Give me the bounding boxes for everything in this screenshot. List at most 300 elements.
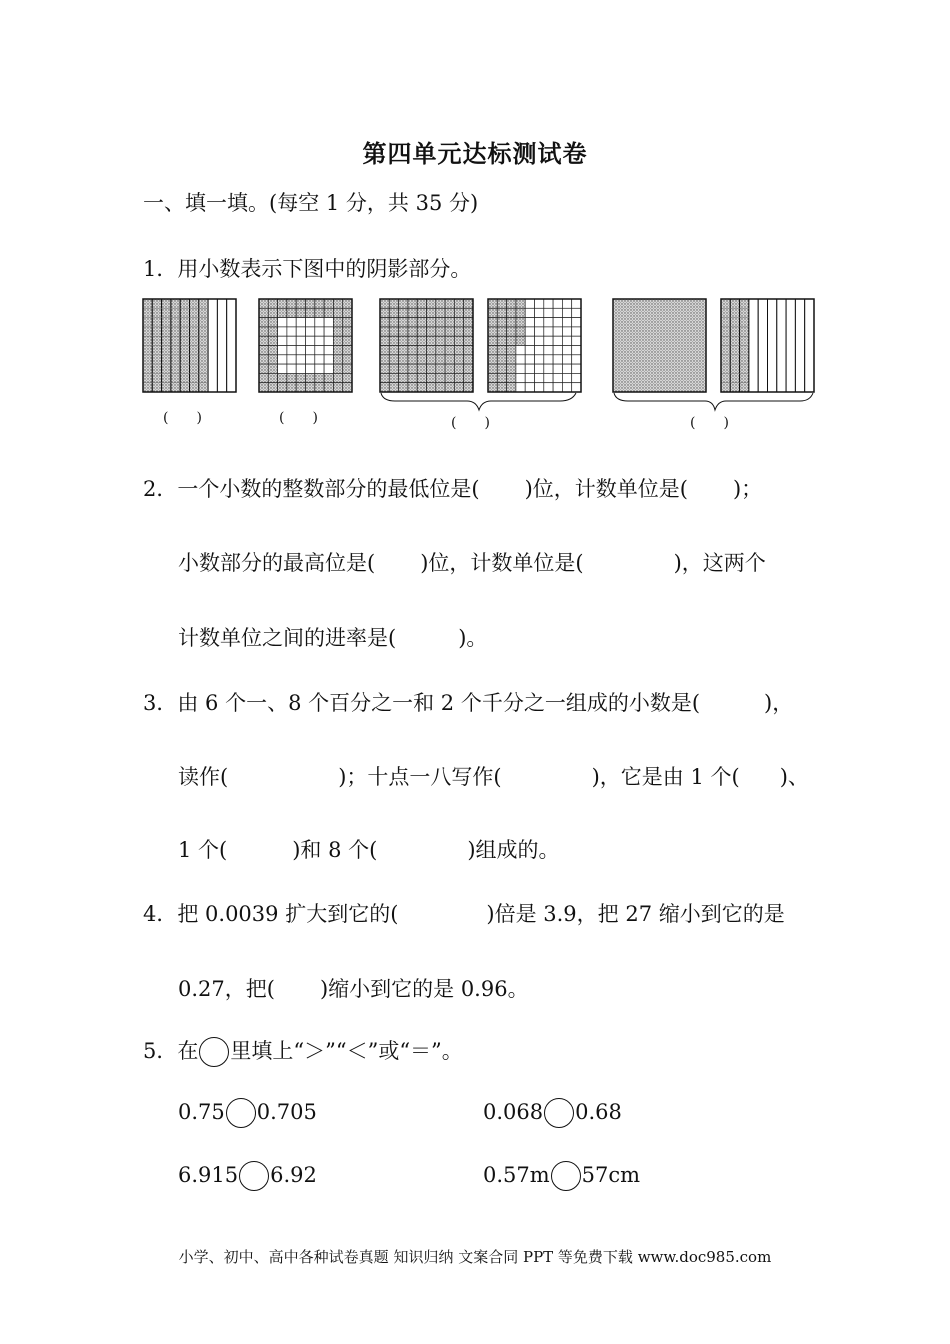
q5-pair-3 <box>178 1161 317 1191</box>
q1-answer-a[interactable]: ( ) <box>163 410 202 426</box>
empty-cell <box>516 364 525 373</box>
empty-cell <box>535 299 544 308</box>
shaded-cell <box>497 308 506 317</box>
empty-cell <box>553 318 562 327</box>
page-footer: 小学、初中、高中各种试卷真题 知识归纳 文案合同 PPT 等免费下载 www.doc985.com <box>178 1248 772 1266</box>
shaded-cell <box>436 346 445 355</box>
shaded-cell <box>408 318 417 327</box>
shaded-cell <box>296 373 305 382</box>
shaded-cell <box>324 299 333 308</box>
empty-cell <box>572 346 581 355</box>
shaded-cell <box>278 373 287 382</box>
shaded-cell <box>380 318 389 327</box>
shaded-cell <box>516 327 525 336</box>
empty-cell <box>553 308 562 317</box>
shaded-cell <box>315 308 324 317</box>
shaded-cell <box>497 364 506 373</box>
shaded-cell <box>445 373 454 382</box>
compare-circle-2[interactable] <box>544 1098 574 1128</box>
shaded-cell <box>488 373 497 382</box>
empty-cell <box>544 383 553 392</box>
empty-cell <box>296 336 305 345</box>
empty-cell <box>278 346 287 355</box>
shaded-cell <box>333 327 342 336</box>
shaded-cell <box>399 308 408 317</box>
shaded-cell <box>296 299 305 308</box>
q3-line3 <box>178 834 560 864</box>
shaded-cell <box>516 308 525 317</box>
empty-cell <box>525 336 534 345</box>
shaded-cell <box>488 336 497 345</box>
shaded-cell <box>417 373 426 382</box>
shaded-cell <box>333 383 342 392</box>
shaded-cell <box>464 373 473 382</box>
shaded-cell <box>343 308 352 317</box>
shaded-cell <box>389 383 398 392</box>
shaded-cell <box>315 299 324 308</box>
empty-cell <box>553 355 562 364</box>
empty-cell <box>562 364 571 373</box>
empty-cell <box>525 355 534 364</box>
shaded-cell <box>507 346 516 355</box>
shaded-cell <box>389 355 398 364</box>
shaded-cell <box>436 308 445 317</box>
q2-text-3b: )。 <box>458 626 488 650</box>
q2-line1 <box>143 473 762 503</box>
q4-text-2a: 0.27，把( <box>178 977 275 1001</box>
shaded-cell <box>333 346 342 355</box>
q5-pair-4 <box>483 1161 640 1191</box>
shaded-cell <box>417 346 426 355</box>
shaded-cell <box>343 383 352 392</box>
shaded-cell <box>445 364 454 373</box>
shaded-cell <box>268 373 277 382</box>
shaded-cell <box>278 299 287 308</box>
shaded-cell <box>278 308 287 317</box>
shaded-cell <box>259 383 268 392</box>
q2-line3 <box>178 622 487 652</box>
q1-answer-ef[interactable]: ( ) <box>690 415 729 431</box>
shaded-cell <box>497 346 506 355</box>
empty-cell <box>562 318 571 327</box>
empty-cell <box>535 346 544 355</box>
empty-strip <box>749 299 758 392</box>
shaded-cell <box>259 364 268 373</box>
shaded-cell <box>278 383 287 392</box>
shaded-cell <box>268 364 277 373</box>
empty-cell <box>535 383 544 392</box>
shaded-cell <box>399 336 408 345</box>
empty-strip <box>777 299 786 392</box>
shaded-cell <box>464 336 473 345</box>
q5-pair-2 <box>483 1098 622 1128</box>
shaded-cell <box>399 346 408 355</box>
shaded-cell <box>417 364 426 373</box>
empty-cell <box>296 346 305 355</box>
shaded-cell <box>380 355 389 364</box>
empty-cell <box>296 327 305 336</box>
shaded-cell <box>408 299 417 308</box>
shaded-cell <box>445 308 454 317</box>
shaded-cell <box>259 336 268 345</box>
shaded-cell <box>259 373 268 382</box>
shaded-cell <box>343 327 352 336</box>
empty-cell <box>315 364 324 373</box>
empty-cell <box>535 318 544 327</box>
shaded-cell <box>427 373 436 382</box>
empty-cell <box>296 318 305 327</box>
shaded-cell <box>427 346 436 355</box>
q3-text-2d: )、 <box>779 765 809 789</box>
shaded-cell <box>389 327 398 336</box>
empty-cell <box>562 373 571 382</box>
shaded-cell <box>436 355 445 364</box>
shaded-cell <box>436 299 445 308</box>
empty-cell <box>296 364 305 373</box>
shaded-cell <box>464 308 473 317</box>
q4-text-1b: )倍是 3.9，把 27 缩小到它的是 <box>486 902 785 926</box>
shaded-cell <box>454 364 463 373</box>
shaded-cell <box>488 364 497 373</box>
empty-cell <box>525 308 534 317</box>
empty-cell <box>535 327 544 336</box>
empty-cell <box>544 373 553 382</box>
empty-cell <box>553 346 562 355</box>
empty-cell <box>572 373 581 382</box>
shaded-cell <box>507 318 516 327</box>
empty-cell <box>516 383 525 392</box>
shaded-cell <box>333 318 342 327</box>
shaded-cell <box>399 318 408 327</box>
shaded-cell <box>427 336 436 345</box>
q1-figures <box>0 0 950 440</box>
shaded-cell <box>417 318 426 327</box>
empty-cell <box>553 383 562 392</box>
shaded-cell <box>380 364 389 373</box>
shaded-cell <box>259 355 268 364</box>
empty-cell <box>278 327 287 336</box>
empty-cell <box>324 364 333 373</box>
empty-cell <box>562 299 571 308</box>
shaded-cell <box>454 355 463 364</box>
empty-cell <box>516 346 525 355</box>
q2-text-1b: )位，计数单位是( <box>524 477 688 501</box>
empty-cell <box>525 373 534 382</box>
empty-strip <box>217 299 226 392</box>
shaded-cell <box>445 336 454 345</box>
empty-cell <box>278 364 287 373</box>
shaded-cell <box>436 327 445 336</box>
q3-text-1a: 3．由 6 个一、8 个百分之一和 2 个千分之一组成的小数是( <box>143 691 701 715</box>
empty-cell <box>562 336 571 345</box>
shaded-cell <box>445 355 454 364</box>
shaded-cell <box>380 373 389 382</box>
shaded-cell <box>380 327 389 336</box>
shaded-cell <box>268 318 277 327</box>
shaded-cell <box>488 346 497 355</box>
empty-cell <box>544 346 553 355</box>
empty-strip <box>786 299 795 392</box>
shaded-cell <box>464 346 473 355</box>
shaded-cell <box>380 299 389 308</box>
empty-cell <box>324 355 333 364</box>
shaded-cell <box>436 336 445 345</box>
shaded-cell <box>306 299 315 308</box>
shaded-cell <box>389 346 398 355</box>
empty-cell <box>525 299 534 308</box>
shaded-cell <box>287 308 296 317</box>
empty-cell <box>525 383 534 392</box>
shaded-cell <box>343 373 352 382</box>
circle-icon <box>199 1037 229 1067</box>
q1-answer-cd[interactable]: ( ) <box>451 415 490 431</box>
shaded-cell <box>389 336 398 345</box>
shaded-cell <box>427 383 436 392</box>
q5-pair-2-right: 0.68 <box>575 1100 622 1124</box>
empty-cell <box>306 355 315 364</box>
empty-cell <box>287 327 296 336</box>
shaded-cell <box>343 299 352 308</box>
figure-c-hundred-grid-full <box>380 299 473 392</box>
shaded-cell <box>497 327 506 336</box>
empty-cell <box>287 318 296 327</box>
empty-cell <box>544 364 553 373</box>
shaded-cell <box>389 364 398 373</box>
shaded-cell <box>507 383 516 392</box>
q2-text-1a: 2．一个小数的整数部分的最低位是( <box>143 477 480 501</box>
shaded-cell <box>497 355 506 364</box>
section-heading: 一、填一填。(每空 1 分，共 35 分) <box>143 191 479 215</box>
empty-cell <box>535 373 544 382</box>
shaded-cell <box>343 318 352 327</box>
shaded-cell <box>427 308 436 317</box>
shaded-cell <box>454 383 463 392</box>
q5-pair-1-right: 0.705 <box>256 1100 317 1124</box>
q1-answer-b[interactable]: ( ) <box>279 410 318 426</box>
shaded-cell <box>343 355 352 364</box>
empty-cell <box>572 383 581 392</box>
empty-cell <box>535 308 544 317</box>
shaded-cell <box>507 364 516 373</box>
shaded-cell <box>516 336 525 345</box>
shaded-cell <box>488 355 497 364</box>
shaded-cell <box>445 383 454 392</box>
shaded-cell <box>436 318 445 327</box>
shaded-cell <box>259 308 268 317</box>
shaded-cell <box>315 383 324 392</box>
empty-cell <box>544 336 553 345</box>
q4-line1 <box>143 898 785 928</box>
shaded-cell <box>408 364 417 373</box>
empty-cell <box>544 355 553 364</box>
empty-cell <box>562 327 571 336</box>
q2-text-2c: )，这两个 <box>673 551 766 575</box>
empty-cell <box>324 318 333 327</box>
empty-cell <box>315 336 324 345</box>
empty-cell <box>535 336 544 345</box>
empty-cell <box>544 308 553 317</box>
empty-cell <box>572 308 581 317</box>
shaded-cell <box>333 336 342 345</box>
empty-cell <box>572 364 581 373</box>
shaded-cell <box>445 299 454 308</box>
empty-strip <box>208 299 217 392</box>
shaded-cell <box>268 299 277 308</box>
shaded-cell <box>427 327 436 336</box>
q4-line2 <box>178 973 529 1003</box>
shaded-cell <box>454 318 463 327</box>
empty-cell <box>562 383 571 392</box>
shaded-cell <box>315 373 324 382</box>
empty-cell <box>525 364 534 373</box>
shaded-cell <box>333 299 342 308</box>
shaded-cell <box>268 327 277 336</box>
shaded-cell <box>296 383 305 392</box>
shaded-cell <box>464 318 473 327</box>
q3-text-3b: )和 8 个( <box>292 838 378 862</box>
empty-cell <box>572 318 581 327</box>
empty-cell <box>287 346 296 355</box>
shaded-cell <box>389 373 398 382</box>
shaded-cell <box>399 355 408 364</box>
empty-cell <box>516 355 525 364</box>
q3-text-2a: 读作( <box>178 765 229 789</box>
shaded-cell <box>268 355 277 364</box>
shaded-cell <box>507 308 516 317</box>
empty-cell <box>553 336 562 345</box>
shaded-cell <box>259 318 268 327</box>
empty-cell <box>287 364 296 373</box>
shaded-cell <box>454 336 463 345</box>
shaded-cell <box>454 346 463 355</box>
shaded-cell <box>380 308 389 317</box>
shaded-cell <box>507 336 516 345</box>
q3-text-1b: )， <box>764 691 794 715</box>
q4-text-2b: )缩小到它的是 0.96。 <box>319 977 529 1001</box>
compare-circle-1[interactable] <box>226 1098 256 1128</box>
q3-text-3c: )组成的。 <box>467 838 560 862</box>
q2-text-2a: 小数部分的最高位是( <box>178 551 376 575</box>
shaded-cell <box>445 318 454 327</box>
shaded-cell <box>324 308 333 317</box>
shaded-cell <box>445 327 454 336</box>
shaded-cell <box>427 318 436 327</box>
shaded-cell <box>333 355 342 364</box>
empty-cell <box>562 346 571 355</box>
shaded-cell <box>436 364 445 373</box>
shaded-cell <box>417 308 426 317</box>
shaded-square <box>613 299 706 392</box>
shaded-cell <box>399 327 408 336</box>
shaded-cell <box>380 336 389 345</box>
shaded-cell <box>454 308 463 317</box>
empty-cell <box>544 327 553 336</box>
shaded-cell <box>464 364 473 373</box>
compare-circle-4[interactable] <box>551 1161 581 1191</box>
shaded-cell <box>333 308 342 317</box>
q4-text-1a: 4．把 0.0039 扩大到它的( <box>143 902 399 926</box>
shaded-cell <box>343 346 352 355</box>
empty-cell <box>562 355 571 364</box>
shaded-cell <box>497 318 506 327</box>
shaded-cell <box>516 299 525 308</box>
q5-text-a: 5．在 <box>143 1039 199 1063</box>
shaded-cell <box>417 299 426 308</box>
q5-pair-3-right: 6.92 <box>270 1163 317 1187</box>
shaded-cell <box>408 383 417 392</box>
q5-pair-2-left: 0.068 <box>483 1100 544 1124</box>
empty-cell <box>306 336 315 345</box>
empty-cell <box>553 299 562 308</box>
shaded-cell <box>296 308 305 317</box>
shaded-cell <box>389 299 398 308</box>
figure-a-tenths-strips <box>143 299 236 392</box>
shaded-cell <box>287 299 296 308</box>
shaded-cell <box>488 318 497 327</box>
empty-strip <box>805 299 814 392</box>
q5-pair-1 <box>178 1098 317 1128</box>
compare-circle-3[interactable] <box>239 1161 269 1191</box>
empty-cell <box>278 336 287 345</box>
shaded-cell <box>516 318 525 327</box>
shaded-cell <box>399 364 408 373</box>
q2-text-1c: )； <box>732 477 763 501</box>
shaded-cell <box>306 373 315 382</box>
shaded-cell <box>488 383 497 392</box>
shaded-cell <box>427 364 436 373</box>
empty-cell <box>535 364 544 373</box>
shaded-cell <box>287 373 296 382</box>
shaded-cell <box>408 327 417 336</box>
shaded-cell <box>417 355 426 364</box>
empty-cell <box>535 355 544 364</box>
shaded-cell <box>324 383 333 392</box>
shaded-cell <box>408 373 417 382</box>
shaded-cell <box>488 327 497 336</box>
shaded-cell <box>399 299 408 308</box>
shaded-cell <box>380 346 389 355</box>
figure-e-full-square <box>613 299 706 392</box>
empty-cell <box>324 336 333 345</box>
shaded-cell <box>497 336 506 345</box>
q5-pair-1-left: 0.75 <box>178 1100 225 1124</box>
shaded-cell <box>268 336 277 345</box>
empty-cell <box>306 318 315 327</box>
empty-strip <box>758 299 767 392</box>
shaded-cell <box>417 327 426 336</box>
shaded-cell <box>343 364 352 373</box>
empty-cell <box>572 327 581 336</box>
shaded-cell <box>268 346 277 355</box>
page-title: 第四单元达标测试卷 <box>362 140 588 168</box>
empty-cell <box>516 373 525 382</box>
shaded-cell <box>507 299 516 308</box>
q3-text-2b: )；十点一八写作( <box>338 765 502 789</box>
empty-cell <box>525 346 534 355</box>
empty-cell <box>572 355 581 364</box>
q3-line2 <box>178 761 809 791</box>
shaded-cell <box>427 299 436 308</box>
shaded-cell <box>408 346 417 355</box>
shaded-cell <box>464 355 473 364</box>
empty-cell <box>562 308 571 317</box>
shaded-cell <box>488 299 497 308</box>
q2-line2 <box>178 547 766 577</box>
empty-cell <box>553 327 562 336</box>
shaded-cell <box>268 308 277 317</box>
shaded-cell <box>497 373 506 382</box>
shaded-cell <box>408 308 417 317</box>
